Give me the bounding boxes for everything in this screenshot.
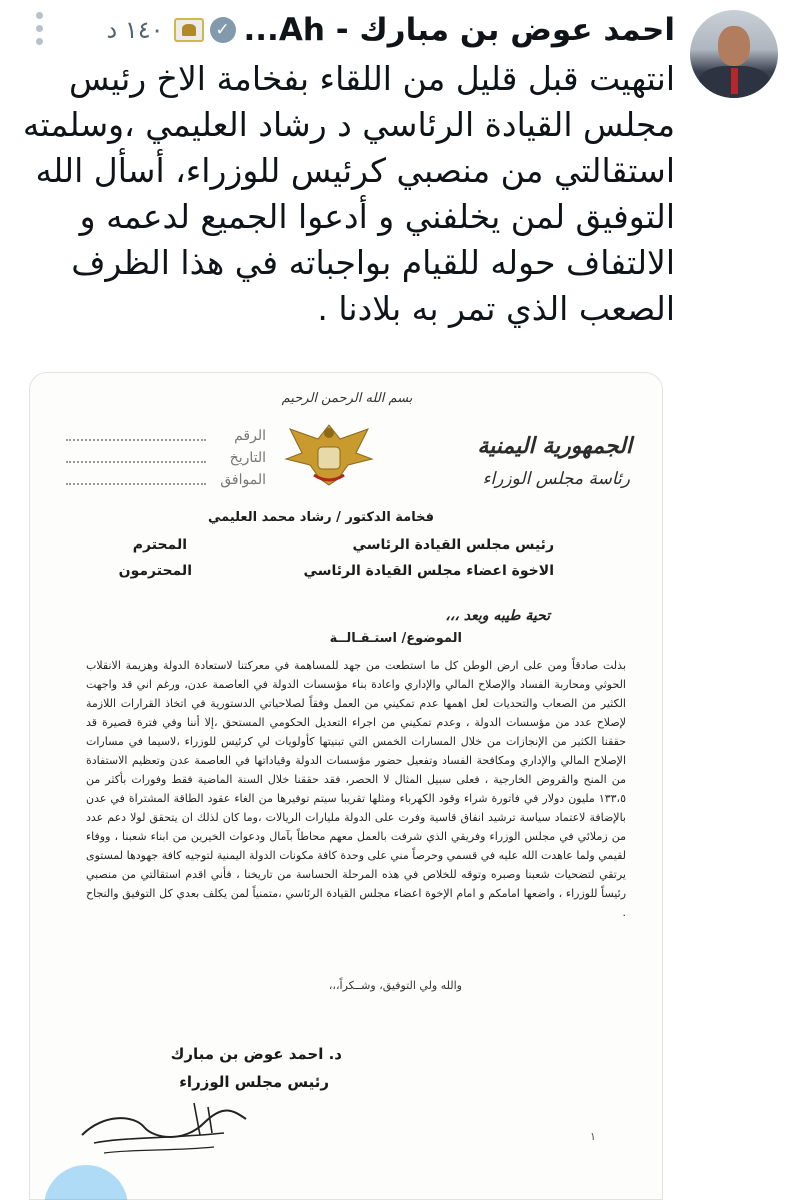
signatory-title: رئيس مجلس الوزراء — [179, 1073, 329, 1091]
tweet-text: انتهيت قبل قليل من اللقاء بفخامة الاخ رئيس مجلس القيادة الرئاسي د رشاد العليمي ،وسلمته استقالتي من منصبي كرئيس للوزراء، أسأل الله التوفيق لمن يخلفني و أدعوا الجميع لدعمه و الالتفاف حوله للقيام بواجباته في هذا الظرف الصعب الذي تمر به بلادنا . — [22, 59, 675, 328]
letter-subject: الموضوع/ استـقـالــة — [329, 631, 462, 646]
avatar-tie-shape — [731, 68, 738, 94]
addressee-name: فخامة الدكتور / رشاد محمد العليمي — [207, 510, 434, 525]
council-members: الاخوة اعضاء مجلس القيادة الرئاسي — [303, 563, 554, 579]
addressee-title: رئيس مجلس القيادة الرئاسي — [352, 537, 554, 553]
ref-corresponding-label: الموافق — [220, 472, 266, 488]
page-number: ١ — [590, 1130, 596, 1143]
honorific-plural: المحترمون — [118, 563, 192, 579]
letter-greeting: تحية طيبه وبعد ،،، — [445, 608, 550, 624]
tweet-header — [10, 10, 675, 50]
handwritten-signature — [74, 1093, 254, 1163]
ref-date-row — [66, 447, 266, 469]
letterhead-government-name: الجمهورية اليمنية — [477, 433, 632, 459]
author-display-name[interactable]: احمد عوض بن مبارك - Ah... — [243, 12, 675, 48]
verified-badge-icon: ✓ — [210, 17, 236, 43]
ref-number-row — [66, 425, 266, 447]
ref-number-label: الرقم — [234, 428, 266, 444]
more-options-icon[interactable] — [36, 12, 43, 45]
reference-fields — [66, 425, 266, 491]
letter-body: بذلت صادقاً ومن على ارض الوطن كل ما استطعت من جهد للمساهمة في معركتنا لاستعادة الدولة وهزيمة الانقلاب الحوثي ومحاربة الفساد والإصلاح المالي والإداري واعادة بناء مؤسسات الدولة في العاصمة عدن، ورغم اني قد واجهت الكثير من الصعاب والتحديات لعل اهمها عدم تمكيني من العمل وفقاً لصلاحياتي الدستورية في اتخاذ القرارات اللازمة لإصلاح عدد من مؤسسات الدولة ، وعدم تمكيني من اجراء التعديل الحكومي المستحق ،إلا أننا وفي فترة قصيرة قد حققنا الكثير من الإنجازات من خلال المسارات الخمس التي تبنيتها كأولويات لي كرئيس للوزراء ،لاسيما في مسارات الإصلاح المالي والإداري ومكافحة الفساد وتفعيل حضور مؤسسات الدولة وقياداتها في العاصمة عدن وتعظيم الاستفادة من المنح والقروض الخارجية ، فعلى سبيل المثال لا الحصر، فقد حققنا خلال السنة الماضية فقط وفورات بأكثر من ١٣٣،٥ مليون دولار في فاتورة شراء وقود الكهرباء ومثلها تقريبا سيتم توفيرها من الغاء عقود الطاقة المشتراة في عدن بالإضافة لاعتماد سياسة ترشيد انفاق قاسية وفرت على الدولة مليارات الريالات ،وما كان لذلك ان يتحقق لولا دعم عدد من زملائي في مجلس الوزراء وفريقي الذي شرفت بالعمل معهم محاطاً بآمال ودعوات الخيرين من ابناء شعبنا ، ووفاء لقيمي ولما عاهدت الله عليه في قسمي وحرصاً مني على وحدة كافة مكونات الدولة اليمنية لتوجيه كافة جهودها لمستوى يرتقي لتضحيات شعبنا وصبره وتوقه للخلاص في هذه المرحلة الحساسة من تاريخنا ، فأني اقدم استقالتي من منصبي رئيساً للوزراء ، واضعها امامكم و امام الإخوة اعضاء مجلس القيادة الرئاسي ،متمنياً لمن يكلف بعدي كل التوفيق والنجاح . — [86, 659, 626, 919]
attached-letter-image[interactable] — [29, 372, 663, 1200]
ref-corresponding-row — [66, 469, 266, 491]
letter-basmala: بسم الله الرحمن الرحيم — [281, 391, 413, 406]
yemen-eagle-emblem-icon — [280, 419, 378, 489]
letter-closing: والله ولي التوفيق، وشــكراً،،، — [328, 979, 462, 992]
letterhead-cabinet-name: رئاسة مجلس الوزراء — [482, 469, 630, 489]
avatar-face-shape — [718, 26, 750, 66]
author-avatar[interactable] — [690, 10, 778, 98]
ref-date-label: التاريخ — [229, 450, 266, 466]
yemen-emblem-badge-icon — [174, 18, 204, 42]
signatory-name: د. احمد عوض بن مبارك — [170, 1045, 342, 1063]
tweet-timestamp[interactable]: ١٤٠ د — [106, 16, 164, 44]
honorific-singular: المحترم — [132, 537, 187, 553]
